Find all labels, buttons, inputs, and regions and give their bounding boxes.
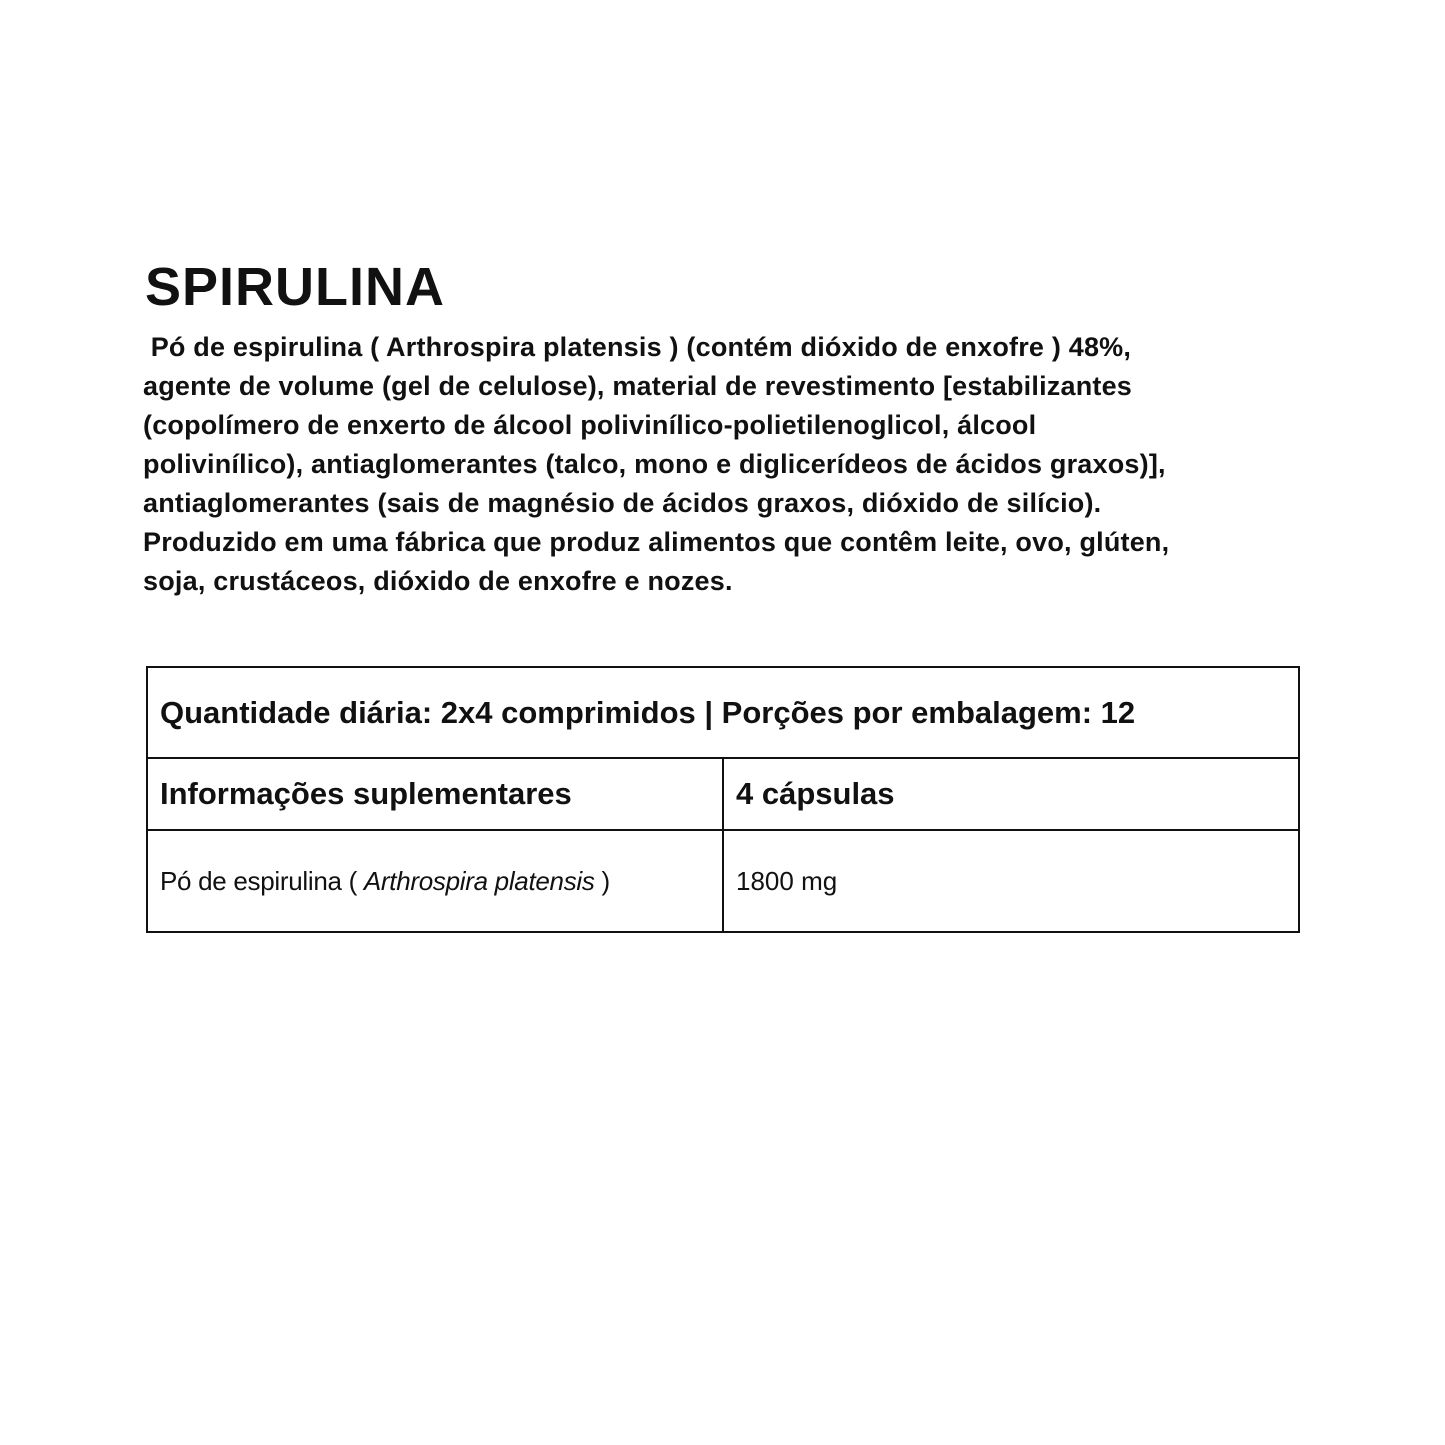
table-header-row xyxy=(147,758,1299,830)
ingredient-latin-name: Arthrospira platensis xyxy=(363,865,595,896)
ingredient-amount-cell: 1800 mg xyxy=(723,830,1299,932)
ingredient-line: (copolímero de enxerto de álcool polivinílico-polietilenoglicol, álcool xyxy=(143,410,1037,440)
serving-info-cell: Quantidade diária: 2x4 comprimidos | Porções por embalagem: 12 xyxy=(147,667,1299,758)
ingredient-line: antiaglomerantes (sais de magnésio de ácidos graxos, dióxido de silício). xyxy=(143,488,1102,518)
ingredient-line: agente de volume (gel de celulose), material de revestimento [estabilizantes xyxy=(143,371,1133,401)
serving-info-row xyxy=(147,667,1299,758)
ingredients-paragraph xyxy=(143,328,1169,601)
ingredient-name-suffix: ) xyxy=(594,865,610,896)
product-title: SPIRULINA xyxy=(145,257,446,318)
header-supplement-info-cell: Informações suplementares xyxy=(147,758,723,830)
ingredient-line: polivinílico), antiaglomerantes (talco, mono e diglicerídeos de ácidos graxos)], xyxy=(143,449,1166,479)
ingredient-line: Pó de espirulina ( Arthrospira platensis ) (contém dióxido de enxofre ) 48%, xyxy=(143,332,1132,362)
table-row xyxy=(147,830,1299,932)
supplement-facts-table xyxy=(146,666,1300,933)
ingredient-name-cell xyxy=(147,830,723,932)
ingredient-name-prefix: Pó de espirulina ( xyxy=(160,865,364,896)
ingredient-line: soja, crustáceos, dióxido de enxofre e nozes. xyxy=(143,566,733,596)
ingredient-line: Produzido em uma fábrica que produz alimentos que contêm leite, ovo, glúten, xyxy=(143,527,1170,557)
header-serving-size-cell: 4 cápsulas xyxy=(723,758,1299,830)
